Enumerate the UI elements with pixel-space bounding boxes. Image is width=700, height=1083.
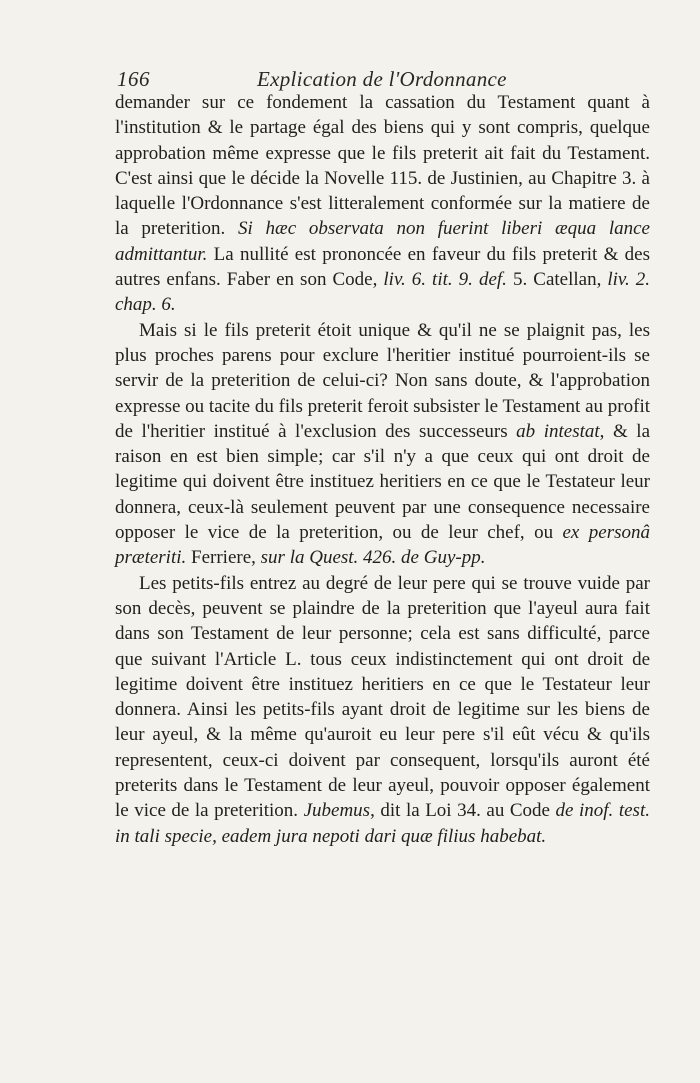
paragraph-3 xyxy=(115,571,650,849)
text-segment: demander sur ce fondement la cassation du Testament quant à l'institution & le partage égal des biens qui y sont compris, quelque approbation même expresse que le fils preterit ait fait du Testament. C'est ainsi que le décide la Novelle 115. de Justinien, au Chapitre 3. à laquelle l'Ordonnance s'est litteralement conformée sur la matiere de la preterition. xyxy=(115,92,650,240)
latin-quotation: Si hæc observata non fuerint liberi æqua lance admittantur. xyxy=(115,218,650,265)
text-segment: La nullité est prononcée en faveur du fils preterit & des autres enfans. Faber en son Code, xyxy=(115,243,650,291)
text-segment: , dit la Loi 34. au Code xyxy=(370,800,556,822)
running-title: Explication de l'Ordonnance xyxy=(257,67,507,91)
latin-term: Jubemus xyxy=(303,800,371,822)
paragraph-1 xyxy=(115,90,650,318)
text-segment: Mais si le fils preterit étoit unique & qu'il ne se plaignit pas, les plus proches parens pour exclure l'heritier institué pourroient-ils se servir de la preterition de celui-ci? Non sans doute, & l'approbation expresse ou tacite du fils preterit feroit subsister le Testament au profit de l'heritier institué à l'exclusion des successeurs xyxy=(115,319,650,442)
text-segment: Les petits-fils entrez au degré de leur pere qui se trouve vuide par son decès, peuvent se plaindre de la preterition que l'ayeul aura fait dans son Testament de leur personne; cela est sans difficulté, parce que suivant l'Article L. tous ceux indistinctement qui ont droit de legitime doivent être instituez heritiers en ce que le Testateur leur donnera. Ainsi les petits-fils ayant droit de legitime sur les biens de leur ayeul, & la même qu'auroit eu leur pere s'il eût vécu & qu'ils representent, ceux-ci doivent par consequent, lorsqu'ils auront été preterits dans le Testament de leur ayeul, pouvoir opposer également le vice de la preterition. xyxy=(115,572,650,822)
citation: liv. 2. chap. 6. xyxy=(115,269,650,316)
text-segment: 5. Catellan, xyxy=(506,269,608,291)
text-segment: , & la raison en est bien simple; car s'il n'y a que ceux qui ont droit de legitime qui doivent être instituez heritiers en ce que le Testateur leur donnera, ceux-là seulement peuvent par une consequence necessaire opposer le vice de la preterition, ou de leur chef, ou xyxy=(115,420,651,544)
citation: sur la Quest. 426. de Guy-pp. xyxy=(260,547,486,569)
paragraph-2 xyxy=(115,318,650,571)
text-segment: Ferriere, xyxy=(186,547,261,569)
citation: liv. 6. tit. 9. def. xyxy=(383,269,507,291)
latin-term: ab intestat xyxy=(516,420,600,442)
body-text xyxy=(115,90,650,849)
latin-term: ex personâ præteriti. xyxy=(115,522,650,569)
latin-quotation: de inof. test. in tali specie, eadem jura nepoti dari quæ filius habebat. xyxy=(115,800,650,847)
page-number: 166 xyxy=(117,67,150,91)
